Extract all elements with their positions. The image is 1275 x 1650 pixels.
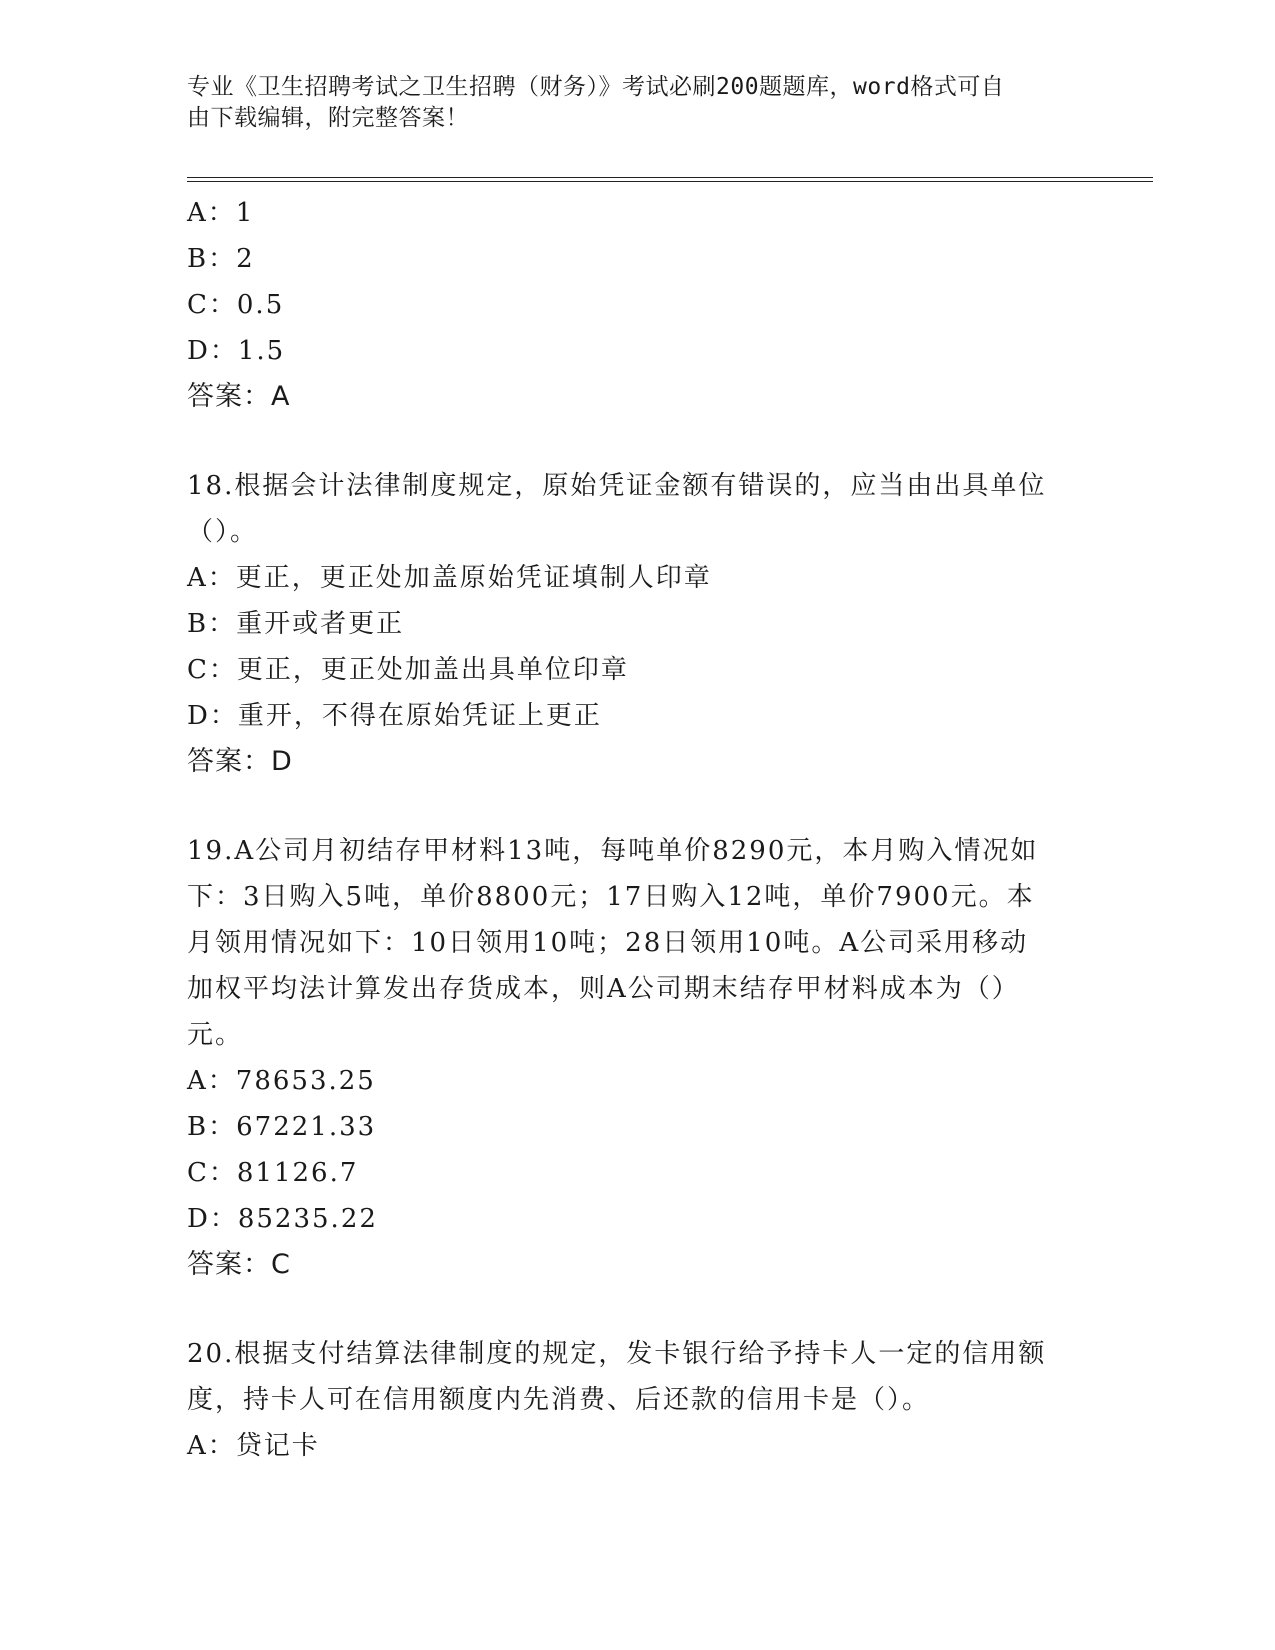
- question-stem-line: 20.根据支付结算法律制度的规定，发卡银行给予持卡人一定的信用额: [187, 1339, 1047, 1369]
- question-stem-line: 元。: [187, 1020, 244, 1050]
- option-c: C：0.5: [187, 290, 285, 320]
- question-stem-line: 下：3日购入5吨，单价8800元；17日购入12吨，单价7900元。本: [187, 882, 1035, 912]
- option-b: B：重开或者更正: [187, 609, 405, 639]
- header-line-1: 专业《卫生招聘考试之卫生招聘（财务）》考试必刷200题题库，word格式可自: [187, 74, 1005, 100]
- answer-line: 答案：A: [187, 381, 291, 412]
- option-c: C：81126.7: [187, 1158, 359, 1188]
- option-d: D：85235.22: [187, 1204, 378, 1234]
- document-header: [187, 72, 1067, 134]
- question-20-block: [187, 1331, 1077, 1469]
- option-c: C：更正，更正处加盖出具单位印章: [187, 655, 629, 685]
- question-18-block: [187, 463, 1077, 785]
- header-divider-top: [187, 177, 1153, 178]
- option-a: A：1: [187, 198, 255, 228]
- header-line-2: 由下载编辑，附完整答案！: [187, 105, 469, 131]
- option-a: A：贷记卡: [187, 1431, 320, 1461]
- question-stem-line: 月领用情况如下：10日领用10吨；28日领用10吨。A公司采用移动: [187, 928, 1029, 958]
- question-stem-line: （）。: [187, 517, 259, 547]
- answer-line: 答案：C: [187, 1249, 291, 1280]
- question-17-block: [187, 190, 1077, 420]
- question-stem-line: 19.A公司月初结存甲材料13吨，每吨单价8290元，本月购入情况如: [187, 836, 1039, 866]
- option-d: D：1.5: [187, 336, 286, 366]
- header-divider-bottom: [187, 181, 1153, 182]
- question-stem-line: 度，持卡人可在信用额度内先消费、后还款的信用卡是（）。: [187, 1385, 931, 1415]
- question-stem-line: 加权平均法计算发出存货成本，则A公司期末结存甲材料成本为（）: [187, 974, 1020, 1004]
- option-a: A：78653.25: [187, 1066, 376, 1096]
- document-body: [187, 190, 1077, 1469]
- option-b: B：2: [187, 244, 255, 274]
- option-d: D：重开，不得在原始凭证上更正: [187, 701, 602, 731]
- question-stem-line: 18.根据会计法律制度规定，原始凭证金额有错误的，应当由出具单位: [187, 471, 1047, 501]
- question-19-block: [187, 828, 1077, 1288]
- answer-line: 答案：D: [187, 746, 293, 777]
- option-a: A：更正，更正处加盖原始凭证填制人印章: [187, 563, 712, 593]
- option-b: B：67221.33: [187, 1112, 377, 1142]
